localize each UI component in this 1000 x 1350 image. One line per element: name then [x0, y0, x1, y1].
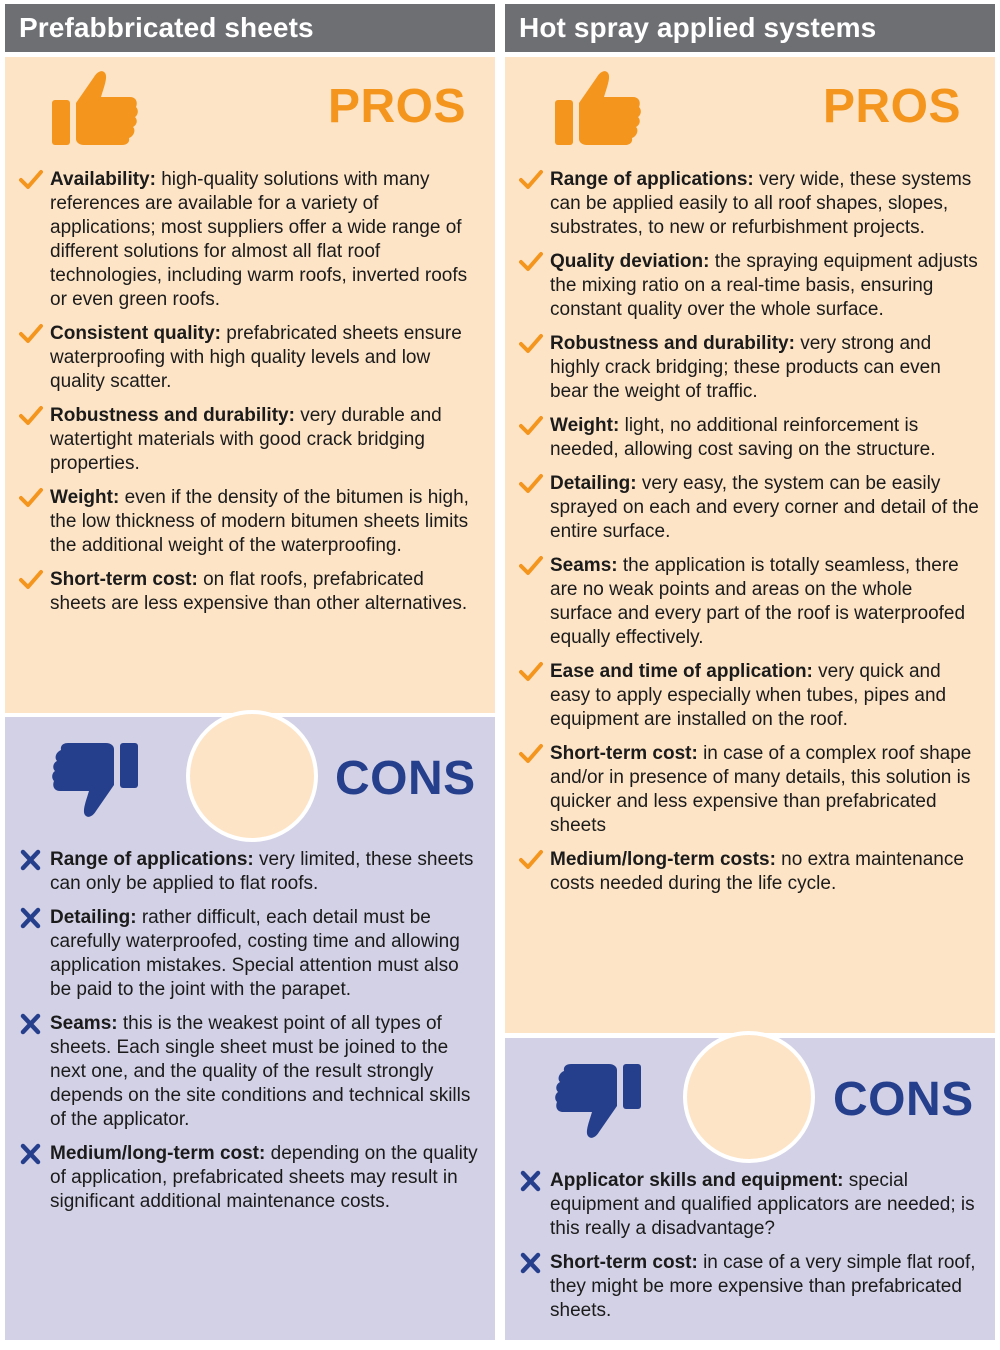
item-text: light, no additional reinforcement is needed, allowing cost saving on the structure.	[550, 415, 936, 460]
check-icon	[519, 251, 543, 273]
check-icon	[519, 473, 543, 495]
item-text: the spraying equipment adjusts the mixing ratio on a real-time basis, ensuring constant quality over the whole surface.	[550, 251, 978, 320]
item-text: prefabricated sheets ensure waterproofing with high quality levels and low quality scatter.	[50, 323, 462, 392]
pro-item	[5, 168, 495, 312]
item-text: special equipment and qualified applicators are needed; is this really a disadvantage?	[550, 1170, 975, 1239]
check-icon	[19, 323, 43, 345]
cross-icon	[519, 1170, 543, 1192]
pro-item	[505, 472, 995, 544]
cross-icon	[519, 1252, 543, 1274]
check-icon	[519, 169, 543, 191]
item-text: depending on the quality of application, prefabricated sheets may result in significant additional maintenance costs.	[50, 1143, 478, 1212]
decorative-circle	[683, 1031, 815, 1163]
cons-heading: CONS	[833, 1073, 974, 1126]
item-term: Quality deviation:	[550, 251, 710, 272]
column-title: Hot spray applied systems	[505, 4, 995, 52]
item-term: Seams:	[50, 1013, 118, 1034]
pros-panel	[5, 57, 495, 713]
item-term: Range of applications:	[550, 169, 754, 190]
item-text: high-quality solutions with many references are available for a variety of applications; most suppliers offer a wide range of different solutions for almost all flat roof technologies, including warm roofs, inverted roofs or even green roofs.	[50, 169, 468, 310]
cross-icon	[19, 1013, 43, 1035]
item-text: very strong and highly crack bridging; these products can even bear the weight of traffic.	[550, 333, 941, 402]
check-icon	[519, 661, 543, 683]
check-icon	[519, 849, 543, 871]
cons-list	[505, 1169, 995, 1333]
pros-panel	[505, 57, 995, 1033]
item-text: very easy, the system can be easily sprayed on each and every corner and detail of the entire surface.	[550, 473, 979, 542]
item-term: Detailing:	[550, 473, 637, 494]
item-text: on flat roofs, prefabricated sheets are less expensive than other alternatives.	[50, 569, 468, 614]
item-term: Weight:	[50, 487, 120, 508]
check-icon	[19, 569, 43, 591]
pros-list	[5, 168, 495, 626]
item-term: Seams:	[550, 555, 618, 576]
pro-item	[5, 568, 495, 616]
item-text: rather difficult, each detail must be carefully waterproofed, costing time and allowing application mistakes. Special attention must also be paid to the joint with the parapet.	[50, 907, 460, 1000]
con-item	[5, 848, 495, 896]
pros-heading: PROS	[823, 80, 962, 133]
pro-item	[505, 742, 995, 838]
con-item	[5, 906, 495, 1002]
cross-icon	[19, 849, 43, 871]
con-item	[5, 1142, 495, 1214]
pro-item	[505, 848, 995, 896]
thumbs-up-icon	[553, 67, 643, 147]
item-term: Consistent quality:	[50, 323, 222, 344]
decorative-circle	[186, 710, 318, 842]
item-term: Availability:	[50, 169, 156, 190]
check-icon	[519, 415, 543, 437]
item-text: very wide, these systems can be applied easily to all roof shapes, slopes, substrates, to new or refurbishment projects.	[550, 169, 972, 238]
item-text: in case of a very simple flat roof, they might be more expensive than prefabricated sheets.	[550, 1252, 976, 1321]
item-term: Weight:	[550, 415, 620, 436]
cons-panel	[5, 717, 495, 1340]
pro-item	[5, 486, 495, 558]
pro-item	[5, 322, 495, 394]
pros-heading: PROS	[328, 80, 467, 133]
item-text: very limited, these sheets can only be applied to flat roofs.	[50, 849, 474, 894]
item-term: Applicator skills and equipment:	[550, 1170, 844, 1191]
cross-icon	[19, 1143, 43, 1165]
con-item	[505, 1169, 995, 1241]
item-text: the application is totally seamless, there are no weak points and areas on the whole surface and every part of the roof is waterproofed equally effectively.	[550, 555, 966, 648]
column-title: Prefabbricated sheets	[5, 4, 495, 52]
item-text: very quick and easy to apply especially when tubes, pipes and equipment are installed on the roof.	[550, 661, 947, 730]
item-term: Detailing:	[50, 907, 137, 928]
cons-heading: CONS	[335, 752, 476, 805]
thumbs-up-icon	[50, 67, 140, 147]
item-term: Robustness and durability:	[50, 405, 295, 426]
pro-item	[505, 554, 995, 650]
pro-item	[505, 660, 995, 732]
pro-item	[505, 250, 995, 322]
con-item	[505, 1251, 995, 1323]
item-term: Robustness and durability:	[550, 333, 795, 354]
item-term: Medium/long-term cost:	[50, 1143, 266, 1164]
item-text: even if the density of the bitumen is high, the low thickness of modern bitumen sheets limits the additional weight of the waterproofing.	[50, 487, 469, 556]
pro-item	[505, 168, 995, 240]
cross-icon	[19, 907, 43, 929]
check-icon	[19, 405, 43, 427]
thumbs-down-icon	[553, 1062, 643, 1142]
item-term: Short-term cost:	[550, 743, 698, 764]
pros-list	[505, 168, 995, 906]
check-icon	[19, 169, 43, 191]
item-text: this is the weakest point of all types of sheets. Each single sheet must be joined to the next one, and the quality of the result strongly depends on the site conditions and technical skills of the applicator.	[50, 1013, 471, 1130]
pro-item	[505, 332, 995, 404]
item-text: no extra maintenance costs needed during the life cycle.	[550, 849, 964, 894]
check-icon	[519, 333, 543, 355]
item-text: in case of a complex roof shape and/or in presence of many details, this solution is quicker and less expensive than prefabricated sheets	[550, 743, 972, 836]
item-term: Range of applications:	[50, 849, 254, 870]
item-term: Ease and time of application:	[550, 661, 813, 682]
con-item	[5, 1012, 495, 1132]
check-icon	[519, 743, 543, 765]
cons-list	[5, 848, 495, 1224]
pro-item	[505, 414, 995, 462]
cons-panel	[505, 1038, 995, 1340]
pro-item	[5, 404, 495, 476]
item-term: Medium/long-term costs:	[550, 849, 776, 870]
check-icon	[19, 487, 43, 509]
thumbs-down-icon	[50, 741, 140, 821]
check-icon	[519, 555, 543, 577]
item-term: Short-term cost:	[50, 569, 198, 590]
item-term: Short-term cost:	[550, 1252, 698, 1273]
item-text: very durable and watertight materials with good crack bridging properties.	[50, 405, 442, 474]
